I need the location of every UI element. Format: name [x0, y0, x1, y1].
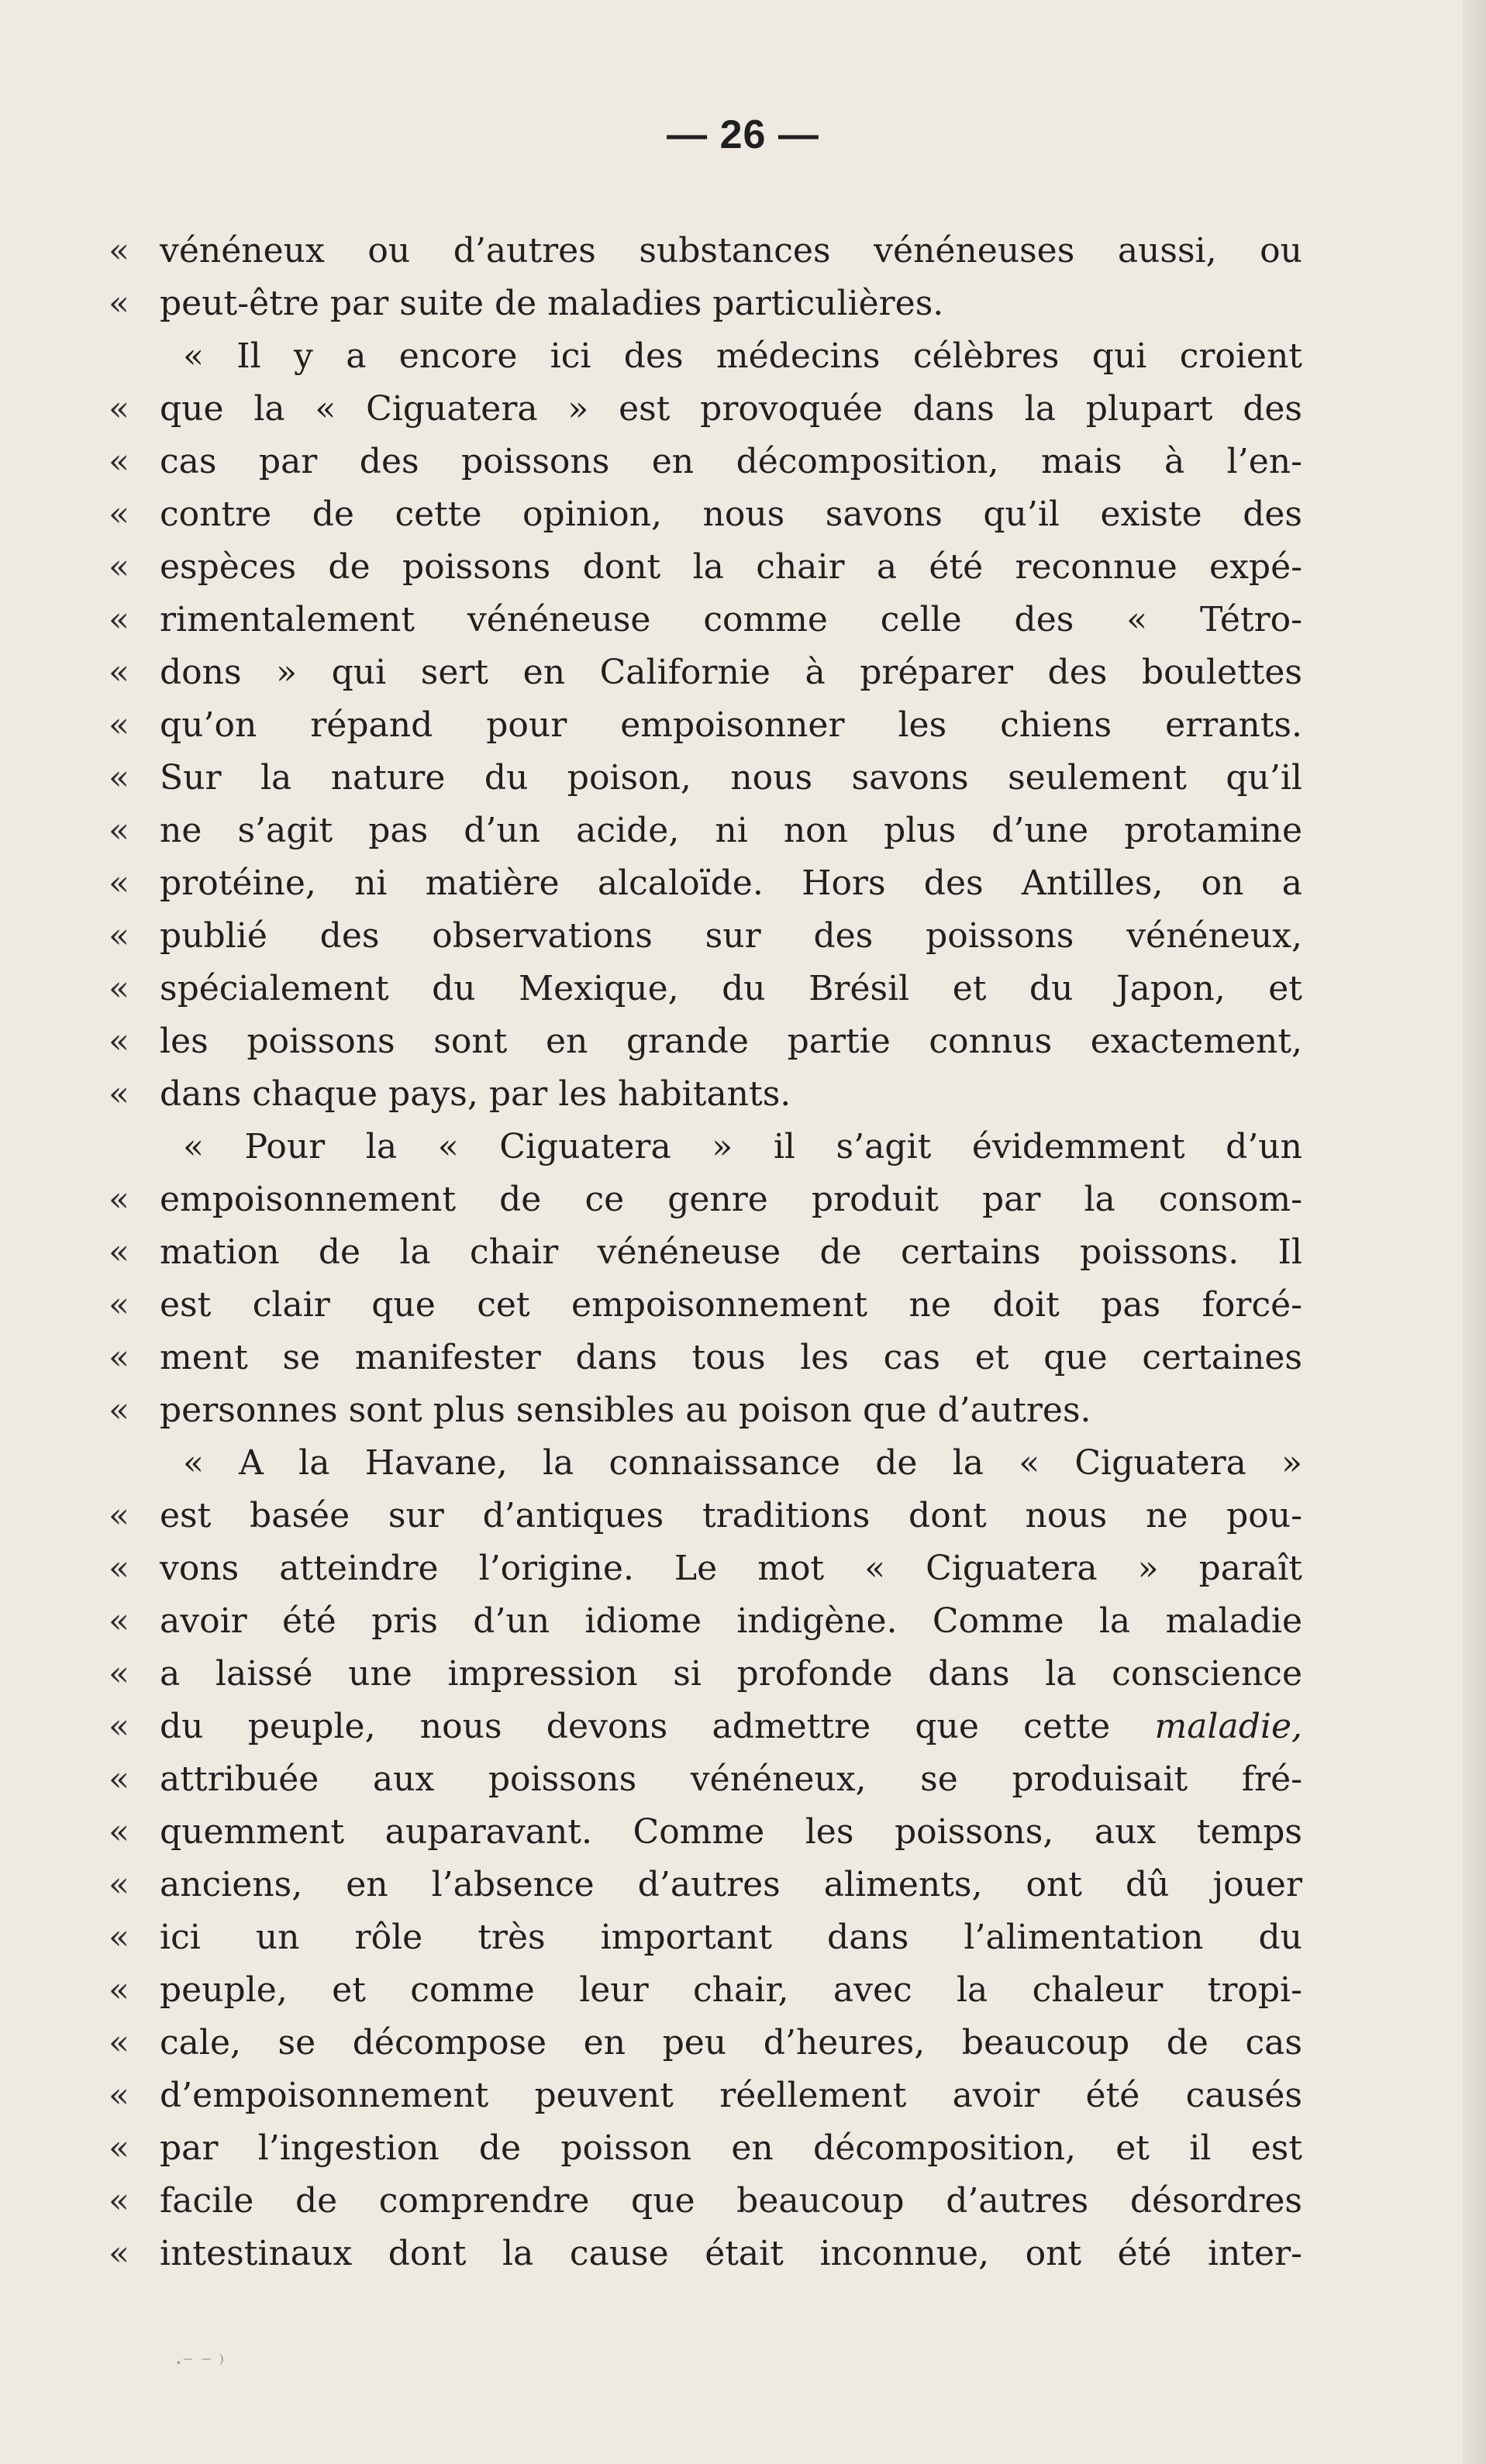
line-text: personnes sont plus sensibles au poison que d’autres.: [160, 1391, 1091, 1430]
line-quote-mark: «: [109, 1232, 129, 1272]
text-line: [109, 383, 1302, 436]
text-line: [109, 488, 1302, 541]
line-text: ici un rôle très important dans l’alimentation du: [160, 1918, 1302, 1957]
line-text: anciens, en l’absence d’autres aliments, ont dû jouer: [160, 1865, 1302, 1904]
text-line: [109, 2017, 1302, 2069]
text-line: [109, 1437, 1302, 1490]
page-number: — 26 —: [667, 112, 819, 157]
line-quote-mark: «: [109, 442, 129, 481]
line-quote-mark: «: [109, 1601, 129, 1641]
line-text: qu’on répand pour empoisonner les chiens errants.: [160, 705, 1302, 745]
text-line: [109, 1911, 1302, 1964]
line-quote-mark: «: [109, 231, 129, 271]
line-text: protéine, ni matière alcaloïde. Hors des Antilles, on a: [160, 863, 1302, 903]
line-quote-mark: «: [109, 495, 129, 534]
line-text: contre de cette opinion, nous savons qu’il existe des: [160, 495, 1302, 534]
line-quote-mark: «: [109, 969, 129, 1008]
line-text: par l’ingestion de poisson en décomposition, et il est: [160, 2128, 1302, 2168]
text-line: [109, 594, 1302, 646]
text-line: [109, 752, 1302, 805]
text-line: [109, 2175, 1302, 2228]
line-text: peut-être par suite de maladies particulières.: [160, 284, 944, 323]
text-line: [109, 1964, 1302, 2017]
line-quote-mark: «: [109, 1285, 129, 1325]
line-quote-mark: «: [109, 1812, 129, 1852]
line-quote-mark: «: [109, 389, 129, 429]
line-text: « Pour la « Ciguatera » il s’agit évidemment d’un: [183, 1127, 1302, 1167]
text-line: [109, 1279, 1302, 1332]
line-text: vénéneux ou d’autres substances vénéneuses aussi, ou: [160, 231, 1302, 271]
line-quote-mark: «: [109, 1918, 129, 1957]
text-line: [109, 2069, 1302, 2122]
line-text: espèces de poissons dont la chair a été reconnue expé-: [160, 547, 1302, 587]
line-text: est clair que cet empoisonnement ne doit pas forcé-: [160, 1285, 1302, 1325]
line-quote-mark: «: [109, 1180, 129, 1219]
text-line: [109, 1384, 1302, 1437]
text-line: [109, 1015, 1302, 1068]
text-line: [109, 330, 1302, 383]
line-quote-mark: «: [109, 1707, 129, 1746]
line-text: avoir été pris d’un idiome indigène. Comme la maladie: [160, 1601, 1302, 1641]
line-quote-mark: «: [109, 1865, 129, 1904]
line-quote-mark: «: [109, 1970, 129, 2010]
line-text: dans chaque pays, par les habitants.: [160, 1074, 791, 1114]
text-line: [109, 1490, 1302, 1542]
line-text: attribuée aux poissons vénéneux, se produisait fré-: [160, 1759, 1302, 1799]
line-text: est basée sur d’antiques traditions dont nous ne pou-: [160, 1496, 1302, 1535]
text-line: [109, 910, 1302, 963]
line-quote-mark: «: [109, 1391, 129, 1430]
line-text: d’empoisonnement peuvent réellement avoir été causés: [160, 2076, 1302, 2115]
text-line: [109, 1701, 1302, 1753]
text-line: [109, 857, 1302, 910]
line-text: facile de comprendre que beaucoup d’autres désordres: [160, 2181, 1302, 2221]
text-line: [109, 1859, 1302, 1911]
line-quote-mark: «: [109, 653, 129, 692]
line-quote-mark: «: [109, 2076, 129, 2115]
line-text: quemment auparavant. Comme les poissons, aux temps: [160, 1812, 1302, 1852]
line-quote-mark: «: [109, 863, 129, 903]
text-line: [109, 646, 1302, 699]
line-quote-mark: «: [109, 811, 129, 850]
line-text: peuple, et comme leur chair, avec la chaleur tropi-: [160, 1970, 1302, 2010]
line-text: ment se manifester dans tous les cas et que certaines: [160, 1338, 1302, 1377]
line-text: cas par des poissons en décomposition, mais à l’en-: [160, 442, 1302, 481]
line-text: ne s’agit pas d’un acide, ni non plus d’une protamine: [160, 811, 1302, 850]
body-text: [109, 225, 1302, 2280]
line-text: rimentalement vénéneuse comme celle des « Tétro-: [160, 600, 1302, 639]
line-text: empoisonnement de ce genre produit par la consom-: [160, 1180, 1302, 1219]
line-text: a laissé une impression si profonde dans la conscience: [160, 1654, 1302, 1694]
line-quote-mark: «: [109, 705, 129, 745]
text-line: [109, 1226, 1302, 1279]
text-line: [109, 1648, 1302, 1701]
line-quote-mark: «: [109, 1022, 129, 1061]
text-line: [109, 1068, 1302, 1121]
line-text: publié des observations sur des poissons vénéneux,: [160, 916, 1302, 956]
line-quote-mark: «: [109, 1549, 129, 1588]
line-quote-mark: «: [109, 916, 129, 956]
text-line: [109, 1753, 1302, 1806]
text-line: [109, 699, 1302, 752]
page-edge-shadow: [1463, 0, 1486, 2464]
line-text: du peuple, nous devons admettre que cette maladie,: [160, 1707, 1302, 1746]
line-quote-mark: «: [109, 2023, 129, 2063]
line-quote-mark: «: [109, 1654, 129, 1694]
text-line: [109, 2228, 1302, 2280]
text-line: [109, 225, 1302, 277]
line-text: dons » qui sert en Californie à préparer des boulettes: [160, 653, 1302, 692]
text-line: [109, 2122, 1302, 2175]
line-quote-mark: «: [109, 547, 129, 587]
line-quote-mark: «: [109, 2128, 129, 2168]
line-text: Sur la nature du poison, nous savons seulement qu’il: [160, 758, 1302, 798]
line-text: cale, se décompose en peu d’heures, beaucoup de cas: [160, 2023, 1302, 2063]
line-text: mation de la chair vénéneuse de certains poissons. Il: [160, 1232, 1302, 1272]
line-quote-mark: «: [109, 284, 129, 323]
line-text: intestinaux dont la cause était inconnue, ont été inter-: [160, 2234, 1302, 2273]
text-line: [109, 436, 1302, 488]
line-text: « Il y a encore ici des médecins célèbres qui croient: [183, 336, 1302, 376]
line-text: que la « Ciguatera » est provoquée dans la plupart des: [160, 389, 1302, 429]
line-quote-mark: «: [109, 1496, 129, 1535]
text-line: [109, 1121, 1302, 1173]
line-quote-mark: «: [109, 1759, 129, 1799]
line-quote-mark: «: [109, 2234, 129, 2273]
emphasis: maladie,: [1154, 1707, 1302, 1746]
line-text: les poissons sont en grande partie connus exactement,: [160, 1022, 1302, 1061]
line-quote-mark: «: [109, 2181, 129, 2221]
line-text: vons atteindre l’origine. Le mot « Ciguatera » paraît: [160, 1549, 1302, 1588]
line-text: « A la Havane, la connaissance de la « Ciguatera »: [183, 1443, 1302, 1483]
ink-smudge: ·⁻ ⁻ ⁾: [175, 2350, 225, 2376]
line-text: spécialement du Mexique, du Brésil et du Japon, et: [160, 969, 1302, 1008]
text-line: [109, 1173, 1302, 1226]
text-line: [109, 1542, 1302, 1595]
line-quote-mark: «: [109, 1338, 129, 1377]
line-quote-mark: «: [109, 1074, 129, 1114]
text-line: [109, 1595, 1302, 1648]
text-line: [109, 277, 1302, 330]
text-line: [109, 963, 1302, 1015]
line-quote-mark: «: [109, 600, 129, 639]
text-line: [109, 541, 1302, 594]
text-line: [109, 805, 1302, 857]
line-quote-mark: «: [109, 758, 129, 798]
text-line: [109, 1806, 1302, 1859]
text-line: [109, 1332, 1302, 1384]
